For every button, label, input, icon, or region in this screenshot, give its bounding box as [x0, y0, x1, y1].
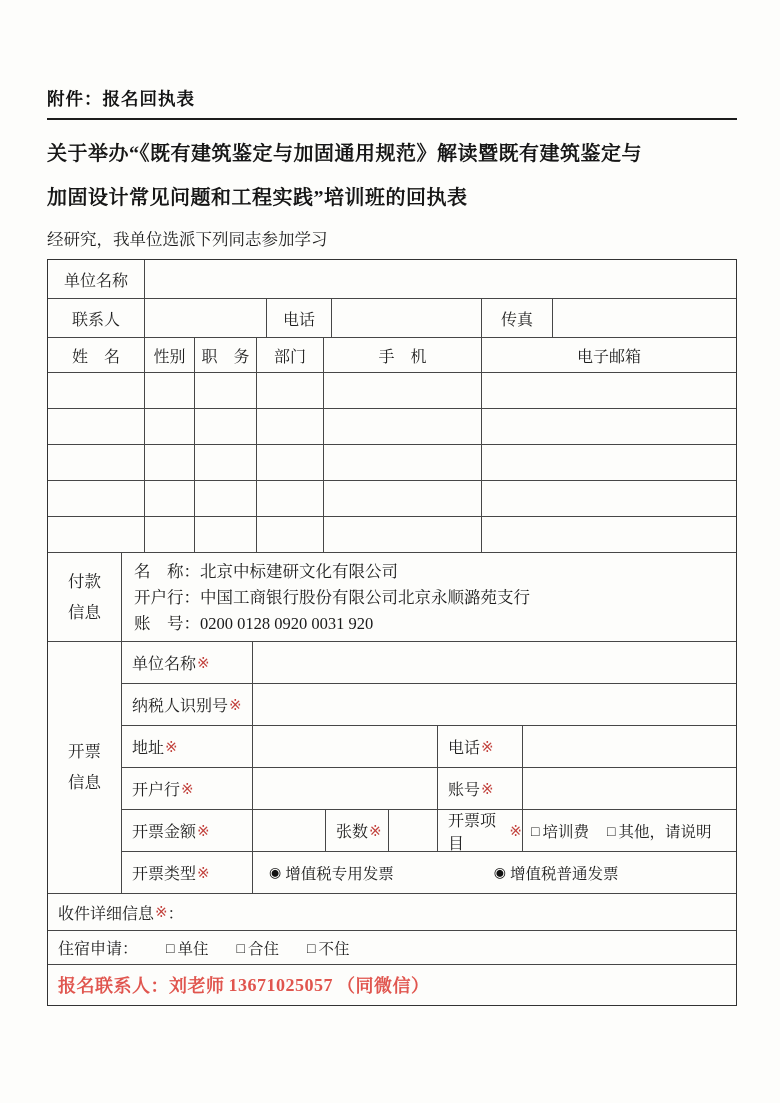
personnel-email-cell[interactable]	[481, 445, 736, 480]
checkbox-icon: □	[531, 822, 540, 839]
contact-footer-cell	[48, 965, 736, 1005]
contact-input-cell[interactable]	[144, 299, 266, 337]
invoice-amount-row	[122, 809, 736, 851]
invoice-amount-input-cell[interactable]	[252, 810, 325, 851]
payee-account-line: 账 号：0200 0128 0920 0031 920	[134, 614, 374, 633]
personnel-department-cell[interactable]	[256, 517, 323, 552]
payee-name-line: 名 称：北京中标建研文化有限公司	[134, 562, 398, 581]
contact-person: 报名联系人：刘老师	[58, 976, 225, 996]
invoice-phone-input-cell[interactable]	[522, 726, 736, 767]
required-mark: ※	[181, 780, 194, 798]
personnel-name-cell[interactable]	[48, 409, 144, 444]
col-header-email: 电子邮箱	[481, 338, 736, 372]
personnel-gender-cell[interactable]	[144, 445, 194, 480]
payment-section-label	[48, 553, 121, 641]
col-header-name: 姓 名	[71, 348, 120, 366]
phone-label: 电话	[266, 299, 331, 337]
invoice-tax-id-input-cell[interactable]	[252, 684, 736, 725]
invoice-address-input-cell[interactable]	[252, 726, 437, 767]
personnel-gender-cell[interactable]	[144, 517, 194, 552]
invoice-unit-name-input-cell[interactable]	[252, 642, 736, 683]
invoice-project-label: 开票项目 ※	[437, 810, 522, 851]
checkbox-single-room[interactable]: □ 单住	[166, 939, 209, 958]
personnel-name-cell[interactable]	[48, 481, 144, 516]
invoice-bank-label: 开户行 ※	[132, 780, 194, 799]
invoice-address-row	[122, 725, 736, 767]
required-mark: ※	[197, 822, 210, 840]
col-header-title: 职 务	[194, 338, 256, 372]
page-content	[47, 86, 737, 1006]
invoice-unit-name-label: 单位名称 ※	[132, 654, 210, 673]
invoice-label-line1: 开票	[68, 742, 101, 761]
required-mark: ※	[197, 864, 210, 882]
personnel-mobile-cell[interactable]	[323, 517, 481, 552]
fax-input-cell[interactable]	[552, 299, 736, 337]
title-line-2: 加固设计常见问题和工程实践”培训班的回执表	[47, 187, 468, 209]
registration-form-table	[47, 259, 737, 1006]
housing-request-row	[48, 930, 736, 964]
personnel-mobile-cell[interactable]	[323, 373, 481, 408]
invoice-type-options	[252, 852, 736, 893]
required-mark: ※	[165, 738, 178, 756]
unit-name-row	[48, 260, 736, 298]
personnel-row	[48, 444, 736, 480]
personnel-gender-cell[interactable]	[144, 481, 194, 516]
recipient-info-label: 收件详细信息	[58, 905, 155, 923]
personnel-department-cell[interactable]	[256, 445, 323, 480]
invoice-type-row	[122, 851, 736, 893]
contact-wechat-note: （同微信）	[337, 976, 430, 996]
personnel-title-cell[interactable]	[194, 409, 256, 444]
invoice-label-line2: 信息	[68, 773, 101, 792]
fax-label: 传真	[481, 299, 552, 337]
required-mark: ※	[229, 696, 242, 714]
personnel-name-cell[interactable]	[48, 445, 144, 480]
personnel-row	[48, 372, 736, 408]
unit-name-label: 单位名称	[63, 272, 128, 290]
invoice-section-label	[48, 642, 121, 893]
required-mark: ※	[481, 780, 494, 798]
housing-label: 住宿申请：	[58, 941, 139, 958]
invoice-tax-id-label: 纳税人识别号 ※	[132, 696, 242, 715]
personnel-gender-cell[interactable]	[144, 409, 194, 444]
radio-icon: ◉	[493, 864, 506, 880]
payment-label-line2: 信息	[68, 603, 101, 622]
form-main-title	[47, 132, 737, 220]
personnel-name-cell[interactable]	[48, 517, 144, 552]
personnel-department-cell[interactable]	[256, 409, 323, 444]
col-header-mobile: 手 机	[323, 338, 481, 372]
radio-vat-special-invoice[interactable]: ◉ 增值税专用发票	[269, 864, 394, 883]
required-mark: ※	[197, 654, 210, 672]
required-mark: ※	[481, 738, 494, 756]
payment-label-line1: 付款	[68, 572, 101, 591]
contact-label: 联系人	[71, 311, 120, 329]
invoice-type-label: 开票类型 ※	[132, 864, 210, 883]
personnel-row	[48, 516, 736, 552]
checkbox-other[interactable]: □ 其他，请说明	[606, 822, 712, 841]
invoice-project-options	[522, 810, 736, 851]
required-mark: ※	[369, 822, 382, 840]
personnel-name-cell[interactable]	[48, 373, 144, 408]
col-header-gender: 性别	[144, 338, 194, 372]
invoice-amount-label: 开票金额 ※	[132, 822, 210, 841]
checkbox-icon: □	[236, 939, 245, 956]
attachment-title: 附件：报名回执表	[47, 86, 737, 120]
contact-phone-number: 13671025057	[228, 974, 333, 995]
personnel-gender-cell[interactable]	[144, 373, 194, 408]
radio-icon: ◉	[269, 864, 282, 880]
title-line-1: 关于举办“《既有建筑鉴定与加固通用规范》解读暨既有建筑鉴定与	[47, 143, 642, 165]
required-mark: ※	[509, 822, 522, 840]
invoice-section	[48, 641, 736, 893]
invoice-bank-row	[122, 767, 736, 809]
personnel-email-cell[interactable]	[481, 409, 736, 444]
invoice-account-input-cell[interactable]	[522, 768, 736, 809]
personnel-mobile-cell[interactable]	[323, 481, 481, 516]
personnel-title-cell[interactable]	[194, 445, 256, 480]
personnel-department-cell[interactable]	[256, 373, 323, 408]
personnel-row	[48, 480, 736, 516]
invoice-bank-input-cell[interactable]	[252, 768, 437, 809]
invoice-tax-id-row	[122, 683, 736, 725]
personnel-title-cell[interactable]	[194, 373, 256, 408]
col-header-department: 部门	[256, 338, 323, 372]
payee-bank-line: 开户行：中国工商银行股份有限公司北京永顺潞苑支行	[134, 588, 530, 607]
recipient-info-cell	[48, 894, 736, 930]
recipient-colon: ：	[167, 905, 184, 923]
payment-section	[48, 552, 736, 641]
radio-vat-general-invoice[interactable]: ◉ 增值税普通发票	[493, 864, 619, 883]
checkbox-training-fee[interactable]: □ 培训费	[531, 822, 589, 841]
personnel-header-row	[48, 337, 736, 372]
personnel-mobile-cell[interactable]	[323, 445, 481, 480]
contact-footer-row	[48, 964, 736, 1005]
invoice-count-label: 张数 ※	[325, 810, 388, 851]
recipient-info-row[interactable]	[48, 893, 736, 930]
personnel-title-cell[interactable]	[194, 481, 256, 516]
personnel-title-cell[interactable]	[194, 517, 256, 552]
invoice-account-label: 账号 ※	[437, 768, 522, 809]
payment-details	[121, 553, 736, 641]
invoice-details	[121, 642, 736, 893]
personnel-email-cell[interactable]	[481, 373, 736, 408]
contact-row	[48, 298, 736, 337]
required-mark: ※	[155, 904, 168, 921]
personnel-email-cell[interactable]	[481, 517, 736, 552]
personnel-row	[48, 408, 736, 444]
intro-sentence: 经研究，我单位选派下列同志参加学习	[47, 231, 328, 249]
phone-input-cell[interactable]	[331, 299, 481, 337]
checkbox-shared-room[interactable]: □ 合住	[236, 939, 279, 958]
checkbox-no-room[interactable]: □ 不住	[306, 939, 350, 958]
housing-cell	[48, 931, 736, 964]
invoice-phone-label: 电话 ※	[437, 726, 522, 767]
checkbox-icon: □	[306, 939, 316, 956]
checkbox-icon: □	[166, 939, 175, 956]
personnel-mobile-cell[interactable]	[323, 409, 481, 444]
unit-name-input-cell[interactable]	[144, 260, 736, 298]
invoice-count-input-cell[interactable]	[388, 810, 437, 851]
invoice-unit-name-row	[122, 642, 736, 683]
personnel-email-cell[interactable]	[481, 481, 736, 516]
checkbox-icon: □	[606, 822, 616, 839]
invoice-address-label: 地址 ※	[132, 738, 178, 757]
personnel-department-cell[interactable]	[256, 481, 323, 516]
